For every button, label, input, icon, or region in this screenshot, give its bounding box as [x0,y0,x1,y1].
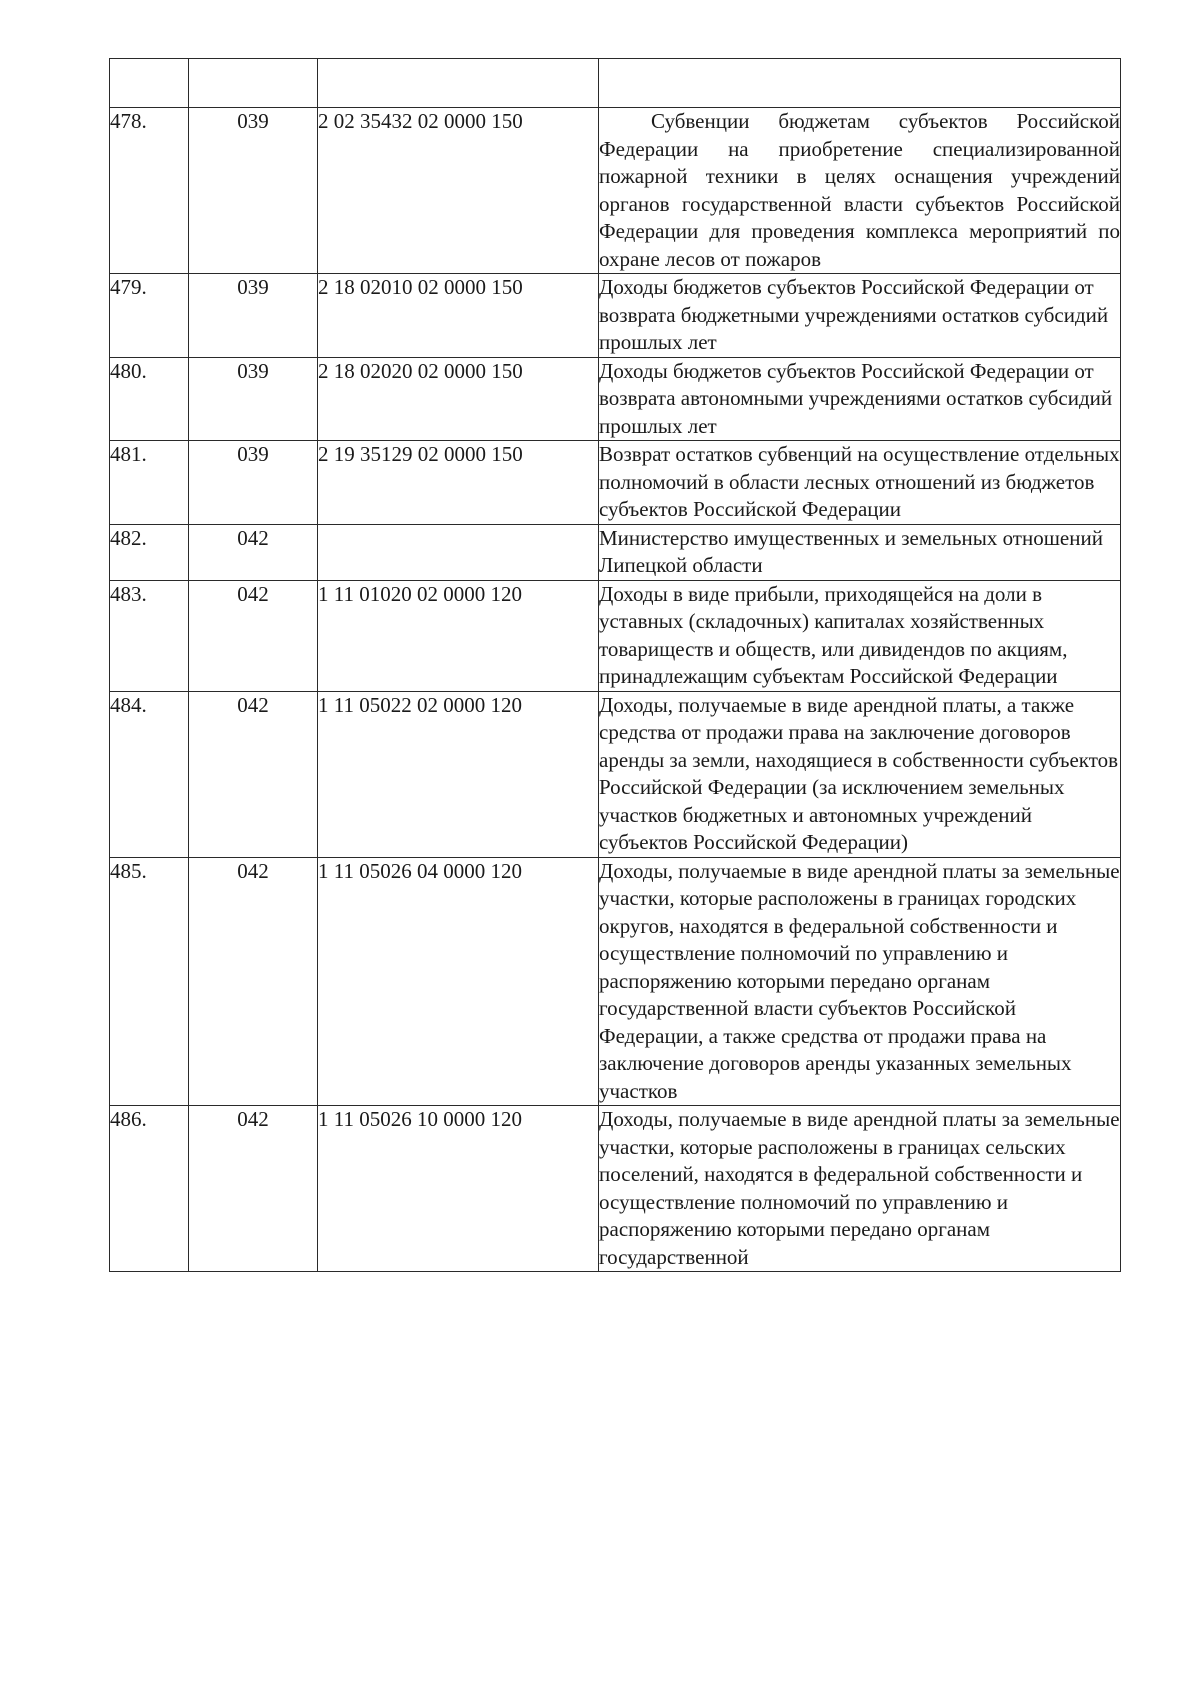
table-row [110,357,1121,441]
revenue-name-cell: Доходы в виде прибыли, приходящейся на доли в уставных (складочных) капиталах хозяйственных товариществ и обществ, или дивидендов по акциям, принадлежащим субъектам Российской Федерации [599,580,1121,691]
revenue-code-cell: 2 02 35432 02 0000 150 [318,108,599,274]
header-cell-code [318,59,599,108]
revenue-code-cell [318,524,599,580]
admin-code-cell: 042 [189,857,318,1106]
table-row [110,580,1121,691]
revenue-code-cell: 2 18 02020 02 0000 150 [318,357,599,441]
admin-code-cell: 039 [189,357,318,441]
row-number-cell: 481. [110,441,189,525]
row-number-cell: 486. [110,1106,189,1272]
row-number-cell: 485. [110,857,189,1106]
table-row [110,274,1121,358]
table-row [110,108,1121,274]
revenue-name-cell: Министерство имущественных и земельных отношений Липецкой области [599,524,1121,580]
revenue-code-cell: 1 11 05022 02 0000 120 [318,691,599,857]
table-body [110,59,1121,1272]
table-row [110,857,1121,1106]
row-number-cell: 480. [110,357,189,441]
admin-code-cell: 042 [189,580,318,691]
row-number-cell: 478. [110,108,189,274]
header-cell-num [110,59,189,108]
revenue-name-cell: Доходы бюджетов субъектов Российской Федерации от возврата автономными учреждениями остатков субсидий прошлых лет [599,357,1121,441]
row-number-cell: 482. [110,524,189,580]
admin-code-cell: 042 [189,524,318,580]
table-row [110,441,1121,525]
row-number-cell: 484. [110,691,189,857]
revenue-code-cell: 2 18 02010 02 0000 150 [318,274,599,358]
header-cell-admin [189,59,318,108]
revenue-name-cell: Доходы, получаемые в виде арендной платы за земельные участки, которые расположены в границах сельских поселений, находятся в федеральной собственности и осуществление полномочий по управлению и распоряжению которыми передано органам государственной [599,1106,1121,1272]
revenue-code-cell: 1 11 01020 02 0000 120 [318,580,599,691]
revenue-code-cell: 2 19 35129 02 0000 150 [318,441,599,525]
revenue-classification-table [109,58,1121,1272]
table-row [110,1106,1121,1272]
admin-code-cell: 039 [189,274,318,358]
header-cell-name [599,59,1121,108]
table-row [110,524,1121,580]
revenue-name-cell: Доходы, получаемые в виде арендной платы за земельные участки, которые расположены в границах городских округов, находятся в федеральной собственности и осуществление полномочий по управлению и распоряжению которыми передано органам государственной власти субъектов Российской Федерации, а также средства от продажи права на заключение договоров аренды указанных земельных участков [599,857,1121,1106]
admin-code-cell: 042 [189,691,318,857]
revenue-name-cell: Возврат остатков субвенций на осуществление отдельных полномочий в области лесных отношений из бюджетов субъектов Российской Федерации [599,441,1121,525]
revenue-name-cell: Субвенции бюджетам субъектов Российской Федерации на приобретение специализированной пожарной техники в целях оснащения учреждений органов государственной власти субъектов Российской Федерации для проведения комплекса мероприятий по охране лесов от пожаров [599,108,1121,274]
admin-code-cell: 039 [189,108,318,274]
row-number-cell: 483. [110,580,189,691]
row-number-cell: 479. [110,274,189,358]
revenue-name-cell: Доходы, получаемые в виде арендной платы, а также средства от продажи права на заключение договоров аренды за земли, находящиеся в собственности субъектов Российской Федерации (за исключением земельных участков бюджетных и автономных учреждений субъектов Российской Федерации) [599,691,1121,857]
revenue-code-cell: 1 11 05026 04 0000 120 [318,857,599,1106]
revenue-name-cell: Доходы бюджетов субъектов Российской Федерации от возврата бюджетными учреждениями остатков субсидий прошлых лет [599,274,1121,358]
table-row [110,691,1121,857]
revenue-code-cell: 1 11 05026 10 0000 120 [318,1106,599,1272]
table-header-row [110,59,1121,108]
admin-code-cell: 039 [189,441,318,525]
admin-code-cell: 042 [189,1106,318,1272]
